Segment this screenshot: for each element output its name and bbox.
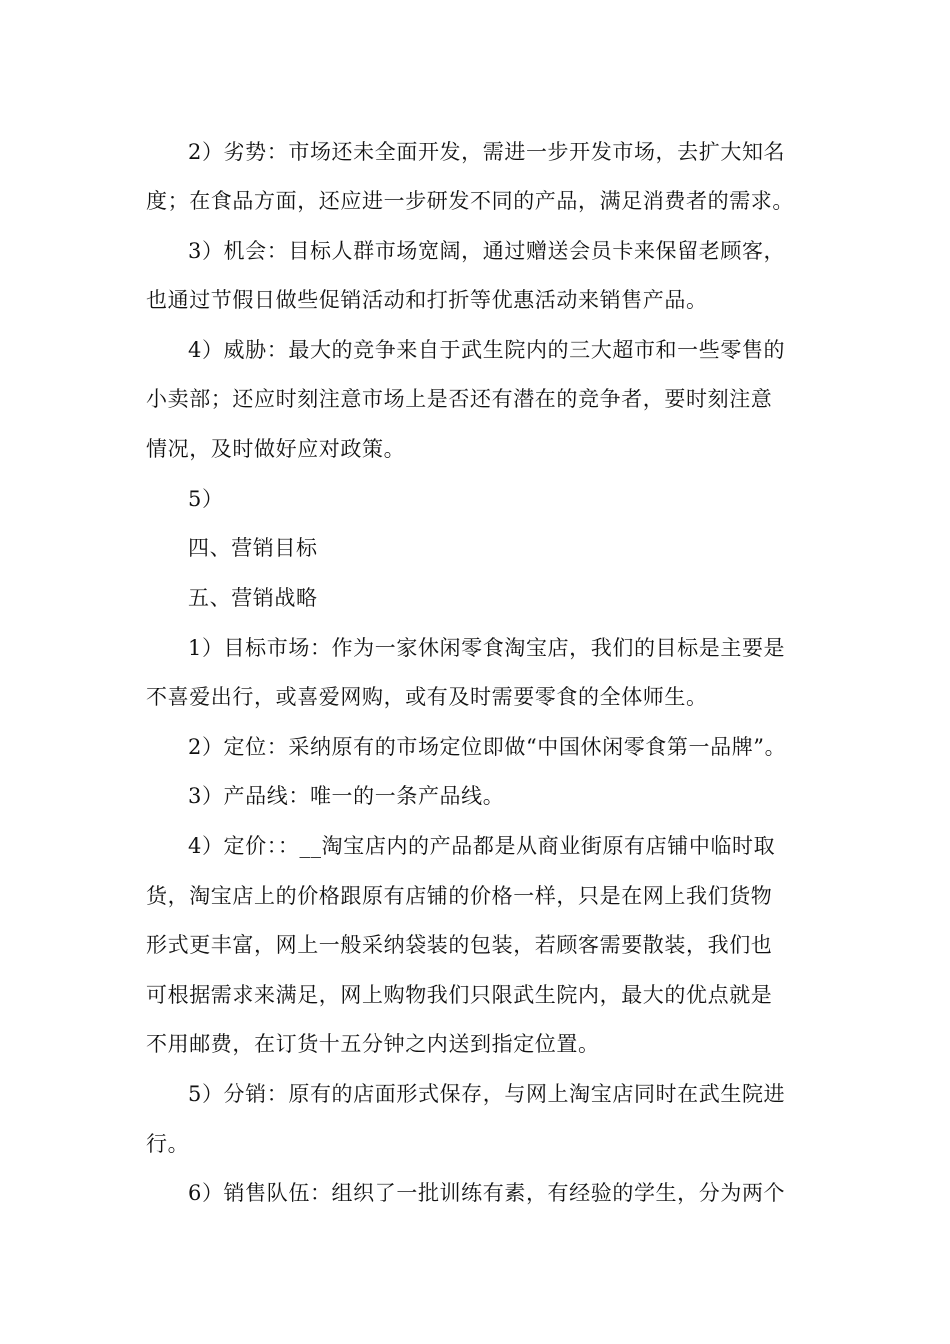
text-line: 小卖部；还应时刻注意市场上是否还有潜在的竞争者，要时刻注意 (146, 387, 773, 411)
section-heading: 五、营销战略 (188, 586, 318, 610)
text-line: 形式更丰富，网上一般采纳袋装的包装，若顾客需要散装，我们也 (146, 933, 773, 957)
text-line: 2）劣势：市场还未全面开发，需进一步开发市场，去扩大知名 (188, 140, 786, 164)
text-line: 不喜爱出行，或喜爱网购，或有及时需要零食的全体师生。 (146, 685, 708, 709)
text-line: 3）产品线：唯一的一条产品线。 (188, 784, 505, 808)
text-line: 6）销售队伍：组织了一批训练有素，有经验的学生，分为两个 (188, 1181, 786, 1205)
text-line: 度；在食品方面，还应进一步研发不同的产品，满足消费者的需求。 (146, 189, 794, 213)
text-line: 5）分销：原有的店面形式保存，与网上淘宝店同时在武生院进 (188, 1082, 786, 1106)
text-line: 1）目标市场：作为一家休闲零食淘宝店，我们的目标是主要是 (188, 636, 786, 660)
text-line: 5） (188, 487, 224, 511)
text-line: 3）机会：目标人群市场宽阔，通过赠送会员卡来保留老顾客， (188, 239, 786, 263)
text-line: 行。 (146, 1132, 190, 1156)
text-line: 不用邮费，在订货十五分钟之内送到指定位置。 (146, 1032, 600, 1056)
text-line: 2）定位：采纳原有的市场定位即做“中国休闲零食第一品牌”。 (188, 735, 787, 759)
text-line: 情况，及时做好应对政策。 (146, 437, 406, 461)
text-line: 4）定价：：__淘宝店内的产品都是从商业街原有店铺中临时取 (188, 834, 776, 858)
section-heading: 四、营销目标 (188, 536, 318, 560)
text-line: 4）威胁：最大的竞争来自于武生院内的三大超市和一些零售的 (188, 338, 786, 362)
text-line: 可根据需求来满足，网上购物我们只限武生院内，最大的优点就是 (146, 983, 773, 1007)
text-line: 也通过节假日做些促销活动和打折等优惠活动来销售产品。 (146, 288, 708, 312)
text-line: 货，淘宝店上的价格跟原有店铺的价格一样，只是在网上我们货物 (146, 884, 773, 908)
